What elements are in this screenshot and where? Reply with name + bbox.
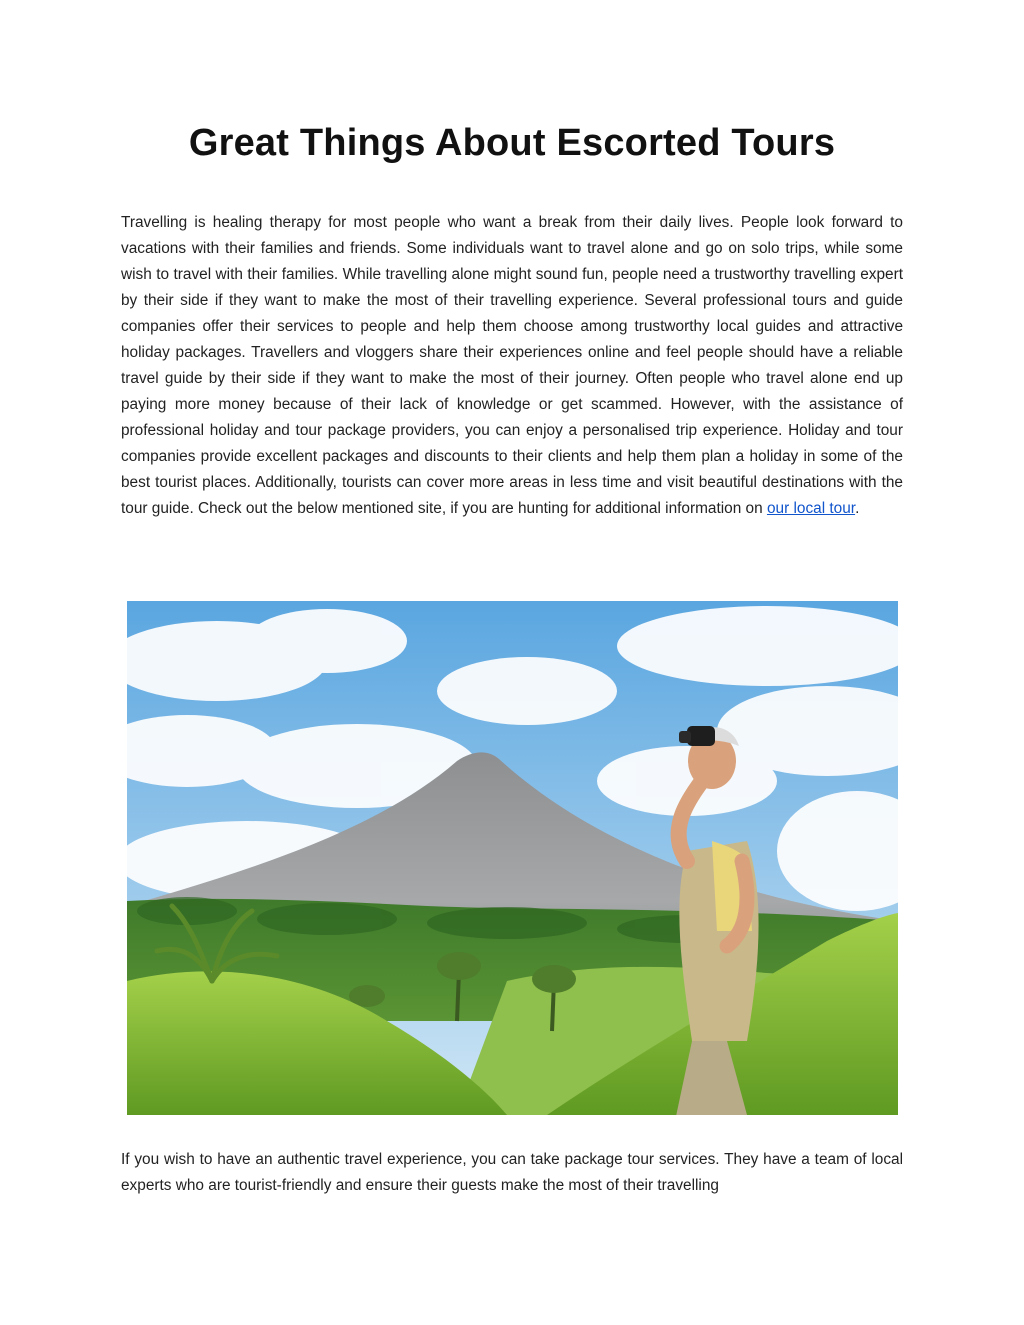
volcano-hiker-photo xyxy=(127,601,898,1115)
intro-end: . xyxy=(855,500,860,517)
page-title: Great Things About Escorted Tours xyxy=(188,122,836,164)
volcano-scene-illustration xyxy=(127,601,898,1115)
intro-paragraph xyxy=(121,210,903,522)
intro-text: Travelling is healing therapy for most people who want a break from their daily lives. People look forward to vacations with their families and friends. Some individuals want to travel alone and go on solo trips, while some wish to travel with their families. While travelling alone might sound fun, people need a trustworthy travelling expert by their side if they want to make the most of their travelling experience. Several professional tours and guide companies offer their services to people and help them choose among trustworthy local guides and attractive holiday packages. Travellers and vloggers share their experiences online and feel people should have a reliable travel guide by their side if they want to make the most of their journey. Often people who travel alone end up paying more money because of their lack of knowledge or get scammed. However, with the assistance of professional holiday and tour package providers, you can enjoy a personalised trip experience. Holiday and tour companies provide excellent packages and discounts to their clients and help them plan a holiday in some of the best tourist places. Additionally, tourists can cover more areas in less time and visit beautiful destinations with the tour guide. Check out the below mentioned site, if you are hunting for additional information on xyxy=(121,214,903,517)
outro-paragraph: If you wish to have an authentic travel experience, you can take package tour services. They have a team of local experts who are tourist-friendly and ensure their guests make the most of their travelling xyxy=(121,1151,903,1194)
our-local-tour-link[interactable]: our local tour xyxy=(766,500,856,517)
